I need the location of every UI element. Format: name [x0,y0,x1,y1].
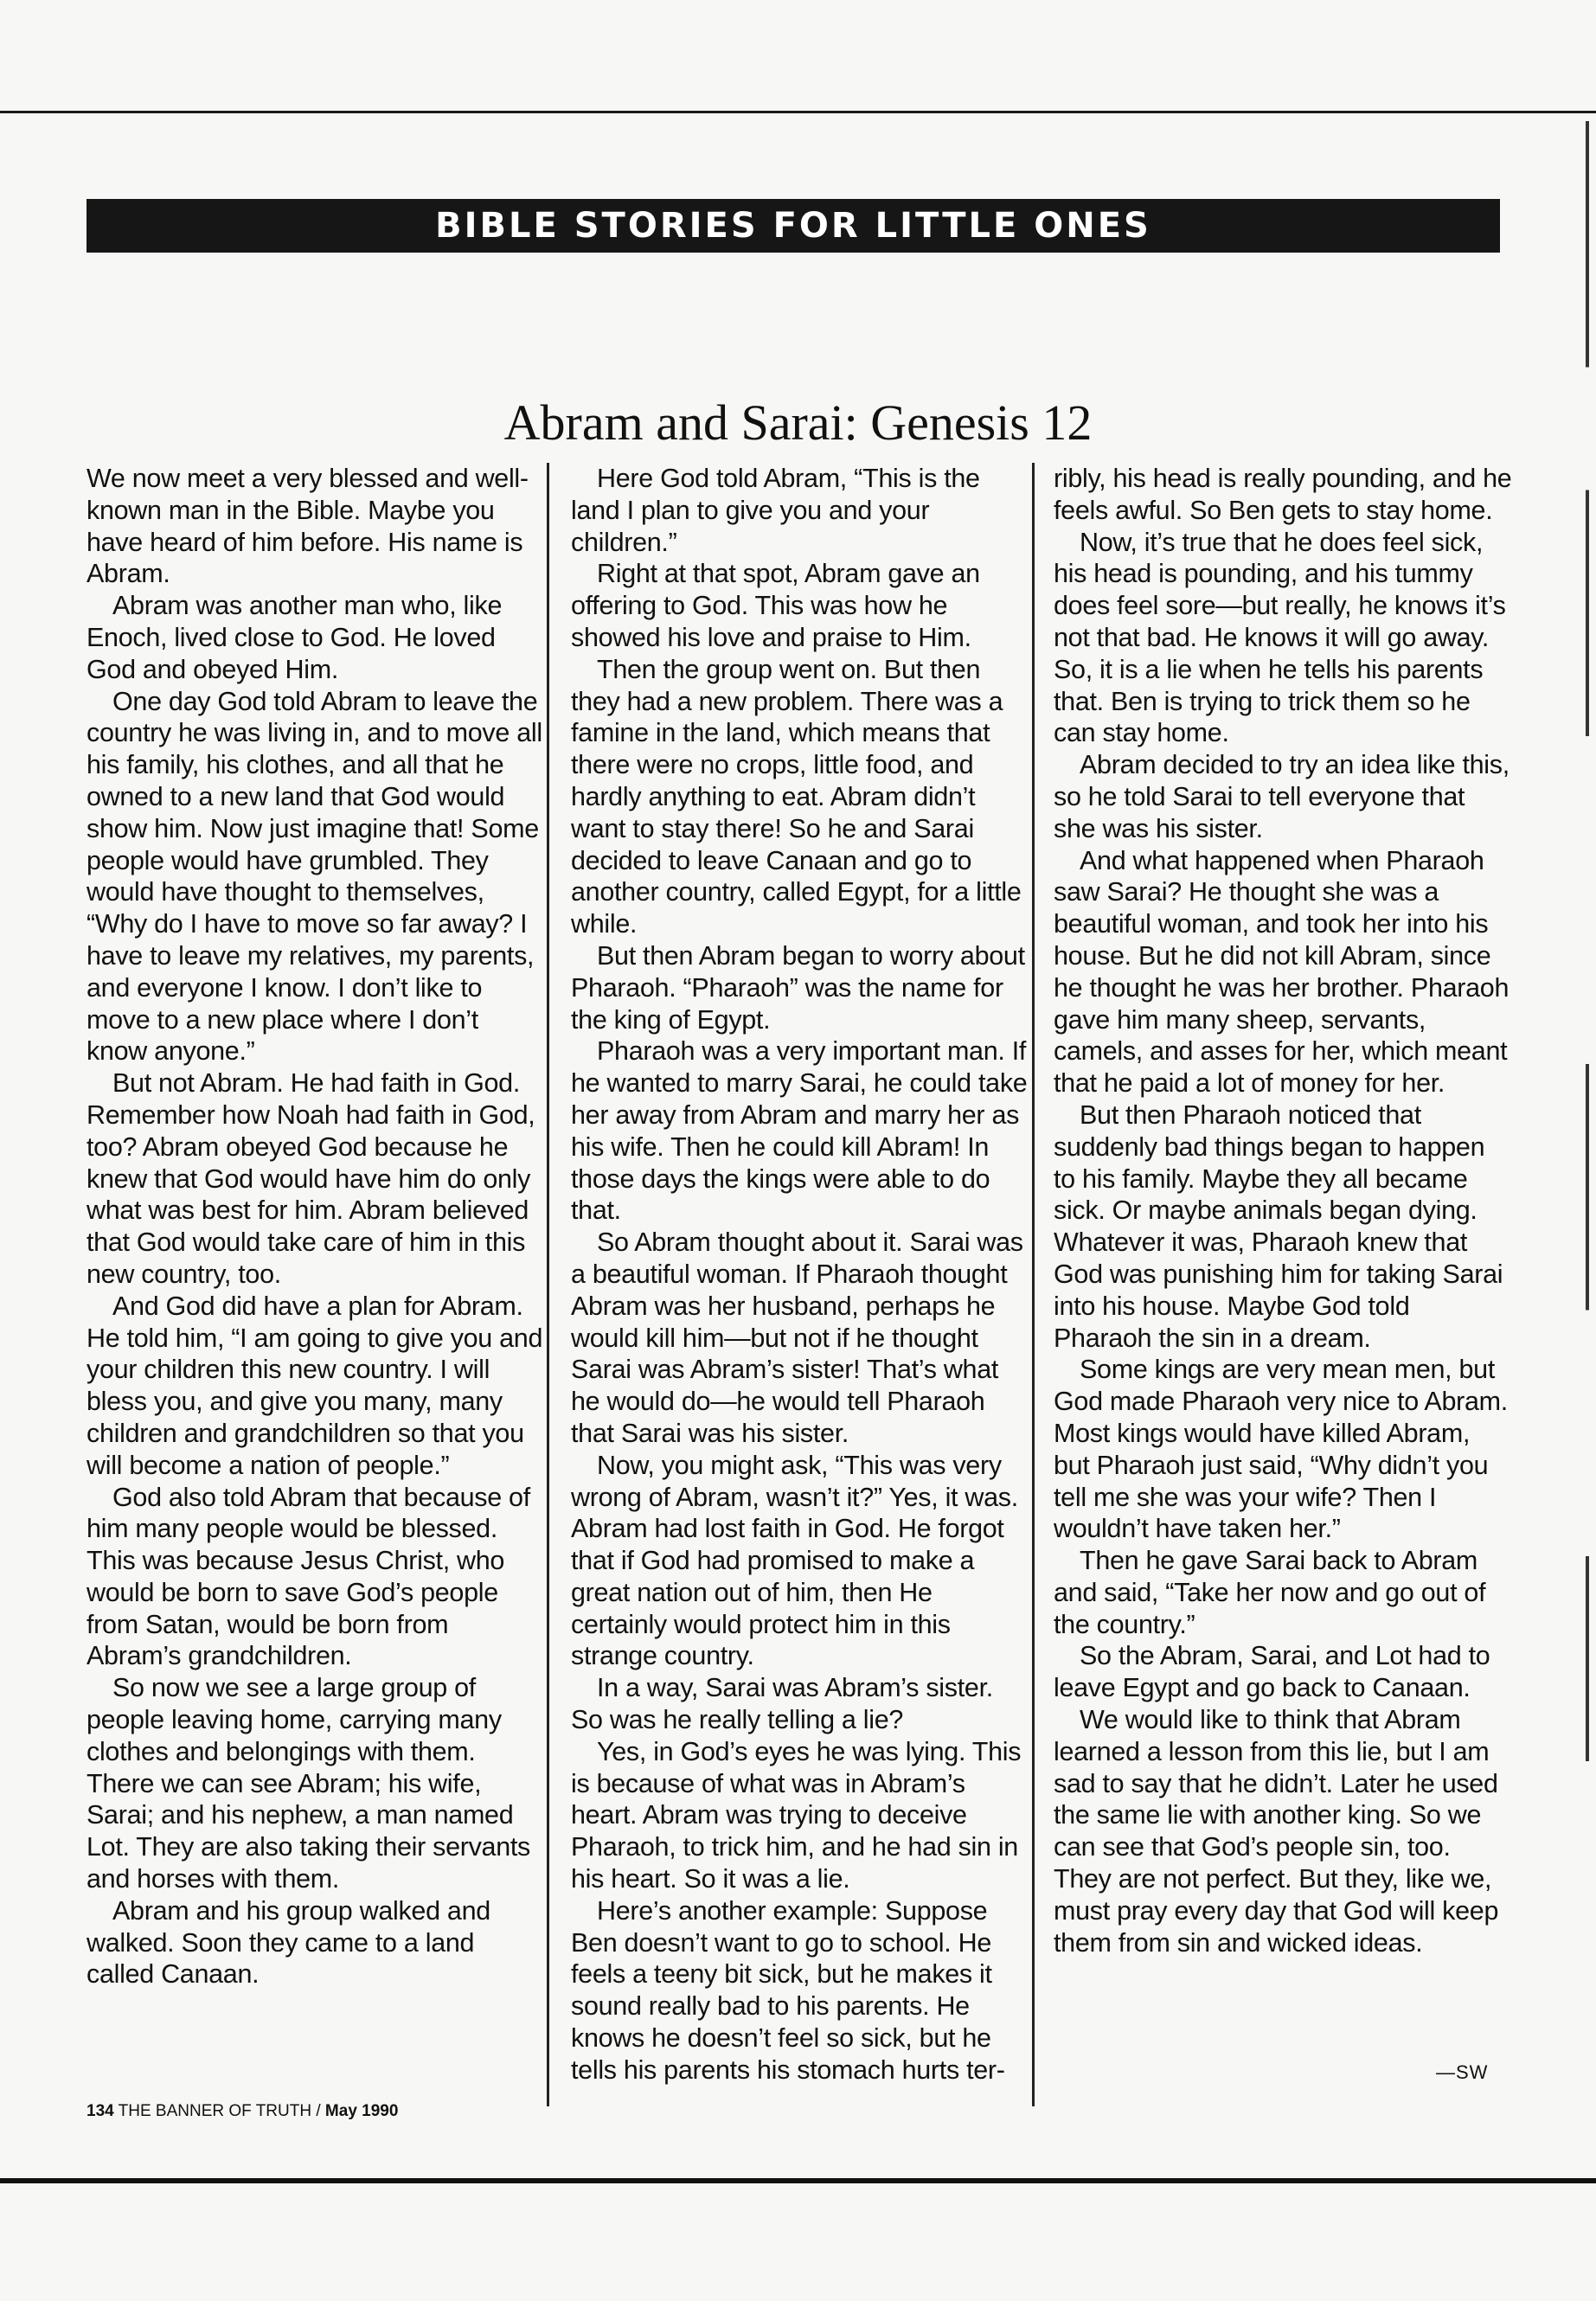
top-rule [0,111,1596,113]
column-divider [1032,463,1035,2106]
paragraph: One day God told Abram to leave the country he was living in, and to move all his family, his clothes, and all that he owned to a new land that God would show him. Now just imagine that! Some people would have grumbled. They would have thought to themselves, “Why do I have to move so far away? I have to leave my relatives, my parents, and everyone I know. I don’t like to move to a new place where I don’t know anyone.” [87,686,542,1067]
paragraph: So Abram thought about it. Sarai was a beautiful woman. If Pharaoh thought Abram was her husband, perhaps he would kill him—but not if he thought Sarai was Abram’s sister! That’s what he would do—he would tell Pharaoh that Sarai was his sister. [571,1227,1023,1448]
paragraph: Abram decided to try an idea like this, so he told Sarai to tell everyone that she was his sister. [1054,750,1509,843]
paragraph: Here’s another example: Suppose Ben doesn’t want to go to school. He feels a teeny bit sick, but he makes it sound really bad to his parents. He knows he doesn’t feel so sick, but he tells his parents his stomach hurts ter- [571,1895,1005,2085]
issue-date: May 1990 [324,2102,399,2120]
paragraph: Pharaoh was a very important man. If he wanted to marry Sarai, he could take her away from Abram and marry her as his wife. Then he could kill Abram! In those days the kings were able to do that. [571,1036,1028,1226]
article-title: Abram and Sarai: Genesis 12 [503,394,1093,451]
column-3 [1054,463,1512,1958]
page-footer: 134 THE BANNER OF TRUTH / May 1990 [87,2102,399,2120]
paragraph: We would like to think that Abram learned a lesson from this lie, but I am sad to say that he didn’t. Later he used the same lie with another king. So we can see that God’s people sin, too. They are not perfect. But they, like we, must pray every day that God will keep them from sin and wicked ideas. [1054,1705,1499,1958]
paragraph: In a way, Sarai was Abram’s sister. So was he really telling a lie? [571,1673,993,1735]
paragraph: We now meet a very blessed and well-known man in the Bible. Maybe you have heard of him before. His name is Abram. [87,464,529,589]
banner-title: BIBLE STORIES FOR LITTLE ONES [435,206,1151,246]
paragraph: Then the group went on. But then they had a new problem. There was a famine in the land, which means that there were no crops, little food, and hardly anything to eat. Abram didn’t want to stay there! So he and Sarai decided to leave Canaan and go to another country, called Egypt, for a little while. [571,654,1022,939]
paragraph: Yes, in God’s eyes he was lying. This is because of what was in Abram’s heart. Abram was trying to deceive Pharaoh, to trick him, and he had sin in his heart. So it was a lie. [571,1736,1022,1894]
column-divider [547,463,549,2106]
paragraph: So the Abram, Sarai, and Lot had to leave Egypt and go back to Canaan. [1054,1641,1490,1703]
paragraph: But then Abram began to worry about Pharaoh. “Pharaoh” was the name for the king of Egypt. [571,940,1025,1035]
paragraph: Abram was another man who, like Enoch, lived close to God. He loved God and obeyed Him. [87,591,503,684]
column-1 [87,463,545,1990]
paragraph: And what happened when Pharaoh saw Sarai? He thought she was a beautiful woman, and took her into his house. But he did not kill Abram, since he thought he was her brother. Pharaoh gave him many sheep, servants, camels, and asses for her, which meant that he paid a lot of money for her. [1054,845,1509,1099]
paragraph: Right at that spot, Abram gave an offering to God. This was how he showed his love and praise to Him. [571,559,980,652]
bottom-rule [0,2178,1596,2183]
column-2 [571,463,1029,2086]
section-banner [87,199,1500,253]
paragraph: So now we see a large group of people leaving home, carrying many clothes and belongings with them. There we can see Abram; his wife, Sarai; and his nephew, a man named Lot. They are also taking their servants and horses with them. [87,1673,530,1894]
paragraph: Here God told Abram, “This is the land I plan to give you and your children.” [571,464,980,557]
paragraph: Abram and his group walked and walked. Soon they came to a land called Canaan. [87,1895,490,1990]
paragraph: Now, it’s true that he does feel sick, his head is pounding, and his tummy does feel sore—but really, he knows it’s not that bad. He knows it will go away. So, it is a lie when he tells his parents that. Ben is trying to trick them so he can stay home. [1054,527,1506,748]
paragraph: But not Abram. He had faith in God. Remember how Noah had faith in God, too? Abram obeyed God because he knew that God would have him do only what was best for him. Abram believed that God would take care of him in this new country, too. [87,1068,535,1289]
paragraph: And God did have a plan for Abram. He told him, “I am going to give you and your children this new country. I will bless you, and give you many, many children and grandchildren so that you will become a nation of people.” [87,1291,543,1480]
page-number: 134 [87,2102,114,2120]
paragraph: Now, you might ask, “This was very wrong of Abram, wasn’t it?” Yes, it was. Abram had lost faith in God. He forgot that if God had promised to make a great nation out of him, then He certainly would protect him in this strange country. [571,1450,1018,1671]
paragraph: Then he gave Sarai back to Abram and said, “Take her now and go out of the country.” [1054,1546,1486,1639]
paragraph: God also told Abram that because of him many people would be blessed. This was because Jesus Christ, who would be born to save God’s people from Satan, would be born from Abram’s grandchildren. [87,1482,530,1671]
author-signature: —SW [1436,2061,1489,2083]
paragraph: Some kings are very mean men, but God made Pharaoh very nice to Abram. Most kings would have killed Abram, but Pharaoh just said, “Why didn’t you tell me she was your wife? Then I wouldn’t have taken her.” [1054,1355,1508,1544]
publication-name: THE BANNER OF TRUTH [118,2102,312,2120]
paragraph: ribly, his head is really pounding, and he feels awful. So Ben gets to stay home. [1054,464,1512,525]
paragraph: But then Pharaoh noticed that suddenly bad things began to happen to his family. Maybe they all became sick. Or maybe animals began dying. Whatever it was, Pharaoh knew that God was punishing him for taking Sarai into his house. Maybe God told Pharaoh the sin in a dream. [1054,1099,1503,1353]
